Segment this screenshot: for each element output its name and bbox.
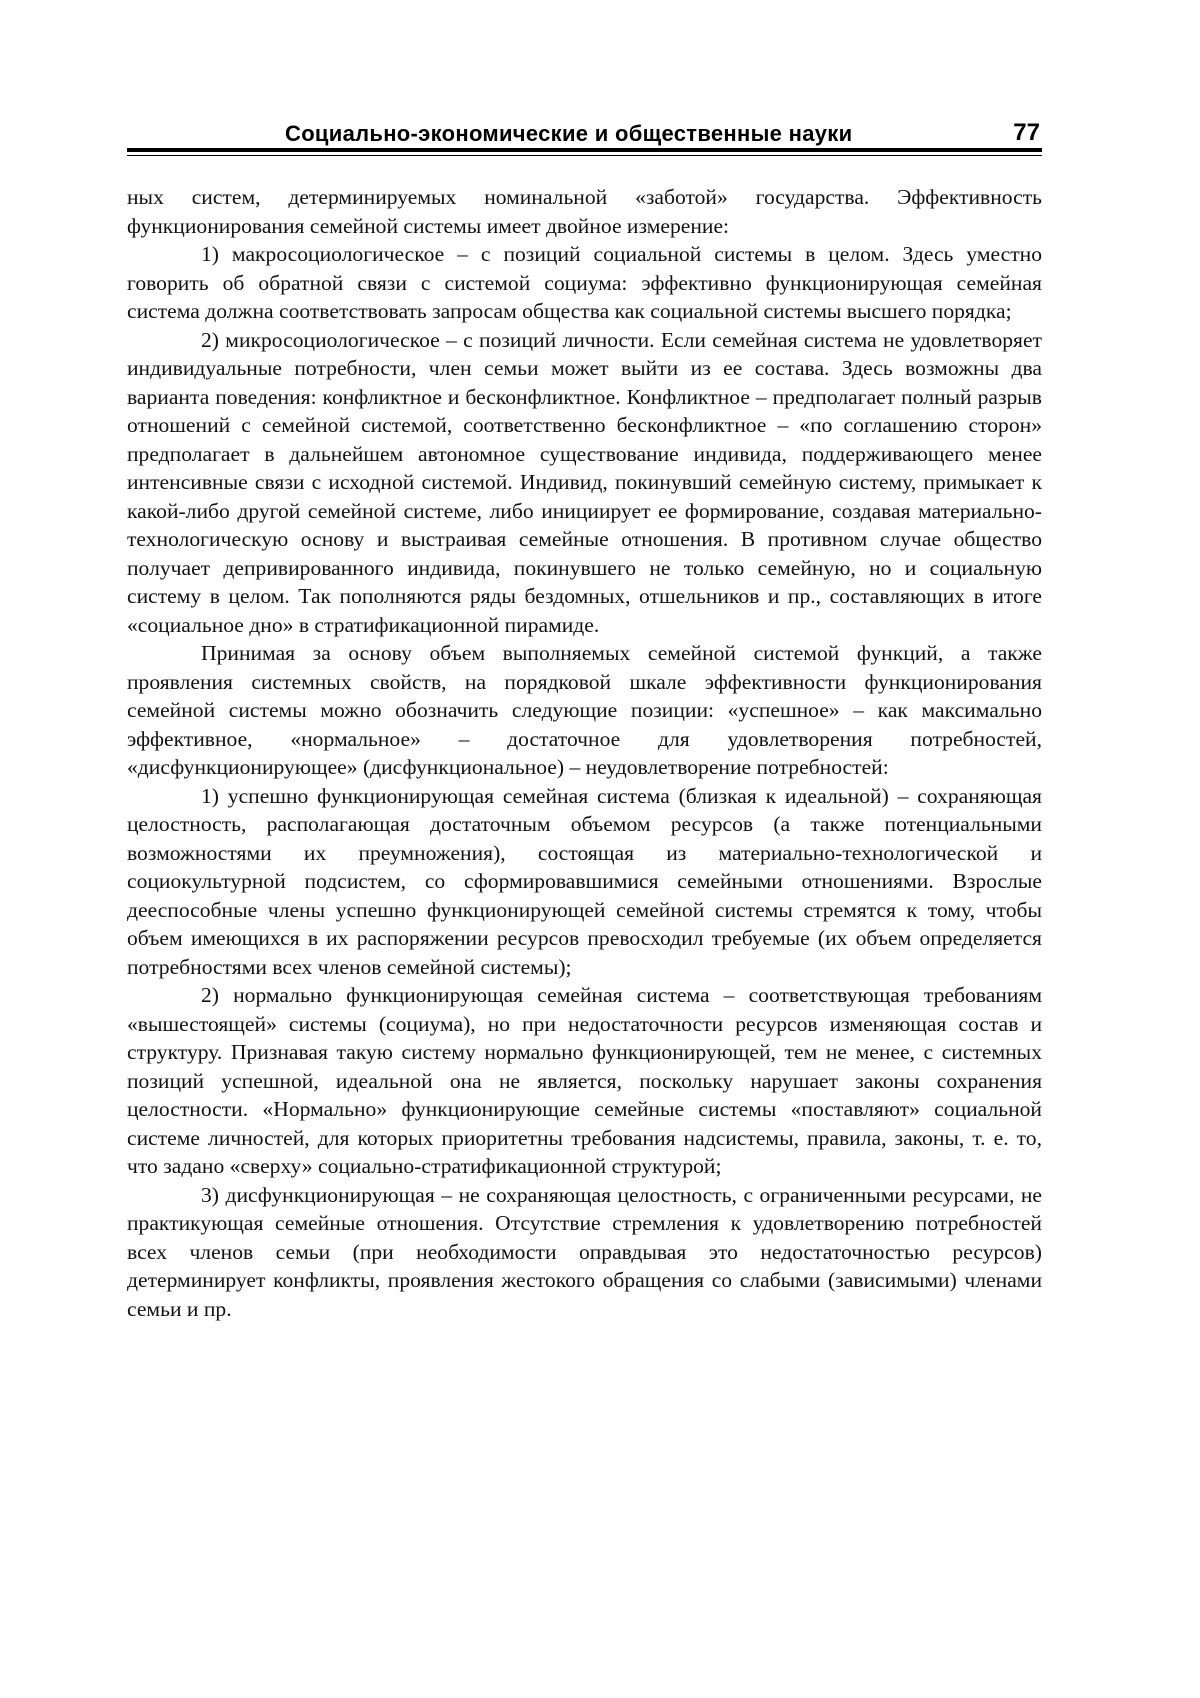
header-rule-thick [127,148,1042,152]
running-title: Социально-экономические и общественные науки [285,121,853,146]
page-header [127,118,1042,148]
paragraph: 1) макросоциологическое – с позиций социальной системы в целом. Здесь уместно говорить об обратной связи с системой социума: эффективно функционирующая семейная система должна соответствовать запросам общества как социальной системы высшего порядка; [127,242,1042,323]
paragraph: 3) дисфункционирующая – не сохраняющая целостность, с ограниченными ресурсами, не практикующая семейные отношения. Отсутствие стремления к удовлетворению потребностей всех членов семьи (при необходимости оправдывая это недостаточностью ресурсов) детерминирует конфликты, проявления жестокого обращения со слабыми (зависимыми) членами семьи и пр. [127,1182,1042,1321]
paragraph: 1) успешно функционирующая семейная система (близкая к идеальной) – сохраняющая целостность, располагающая достаточным объемом ресурсов (а также потенциальными возможностями их преумножения), состоящая из материально-технологической и социокультурной подсистем, со сформировавшимися семейными отношениями. Взрослые дееспособные члены успешно функционирующей семейной системы стремятся к тому, чтобы объем имеющихся в их распоряжении ресурсов превосходил требуемые (их объем определяется потребностями всех членов семейной системы); [127,783,1042,979]
header-rule-thin [127,155,1042,156]
body-text [127,183,1042,1323]
paragraph: 2) микросоциологическое – с позиций личности. Если семейная система не удовлетворяет индивидуальные потребности, член семьи может выйти из ее состава. Здесь возможны два варианта поведения: конфликтное и бесконфликтное. Конфликтное – предполагает полный разрыв отношений с семейной системой, соответственно бесконфликтное – «по соглашению сторон» предполагает в дальнейшем автономное существование индивида, поддерживающего менее интенсивные связи с исходной системой. Индивид, покинувший семейную систему, примыкает к какой-либо другой семейной системе, либо инициирует ее формирование, создавая материально-технологическую основу и выстраивая семейные отношения. В противном случае общество получает депривированного индивида, покинувшего не только семейную, но и социальную систему в целом. Так пополняются ряды бездомных, отшельников и пр., составляющих в итоге «социальное дно» в стратификационной пирамиде. [127,327,1042,637]
paragraph: ных систем, детерминируемых номинальной «заботой» государства. Эффективность функционирования семейной системы имеет двойное измерение: [127,185,1042,238]
paragraph: Принимая за основу объем выполняемых семейной системой функций, а также проявления системных свойств, на порядковой шкале эффективности функционирования семейной системы можно обозначить следующие позиции: «успешное» – как максимально эффективное, «нормальное» – достаточное для удовлетворения потребностей, «дисфункционирующее» (дисфункциональное) – неудовлетворение потребностей: [127,641,1042,779]
paragraph: 2) нормально функционирующая семейная система – соответствующая требованиям «вышестоящей» системы (социума), но при недостаточности ресурсов изменяющая состав и структуру. Признавая такую систему нормально функционирующей, тем не менее, с системных позиций успешной, идеальной она не является, поскольку нарушает законы сохранения целостности. «Нормально» функционирующие семейные системы «поставляют» социальной системе личностей, для которых приоритетны требования надсистемы, правила, законы, т. е. то, что задано «сверху» социально-стратификационной структурой; [127,983,1042,1178]
page-number: 77 [1013,119,1040,146]
